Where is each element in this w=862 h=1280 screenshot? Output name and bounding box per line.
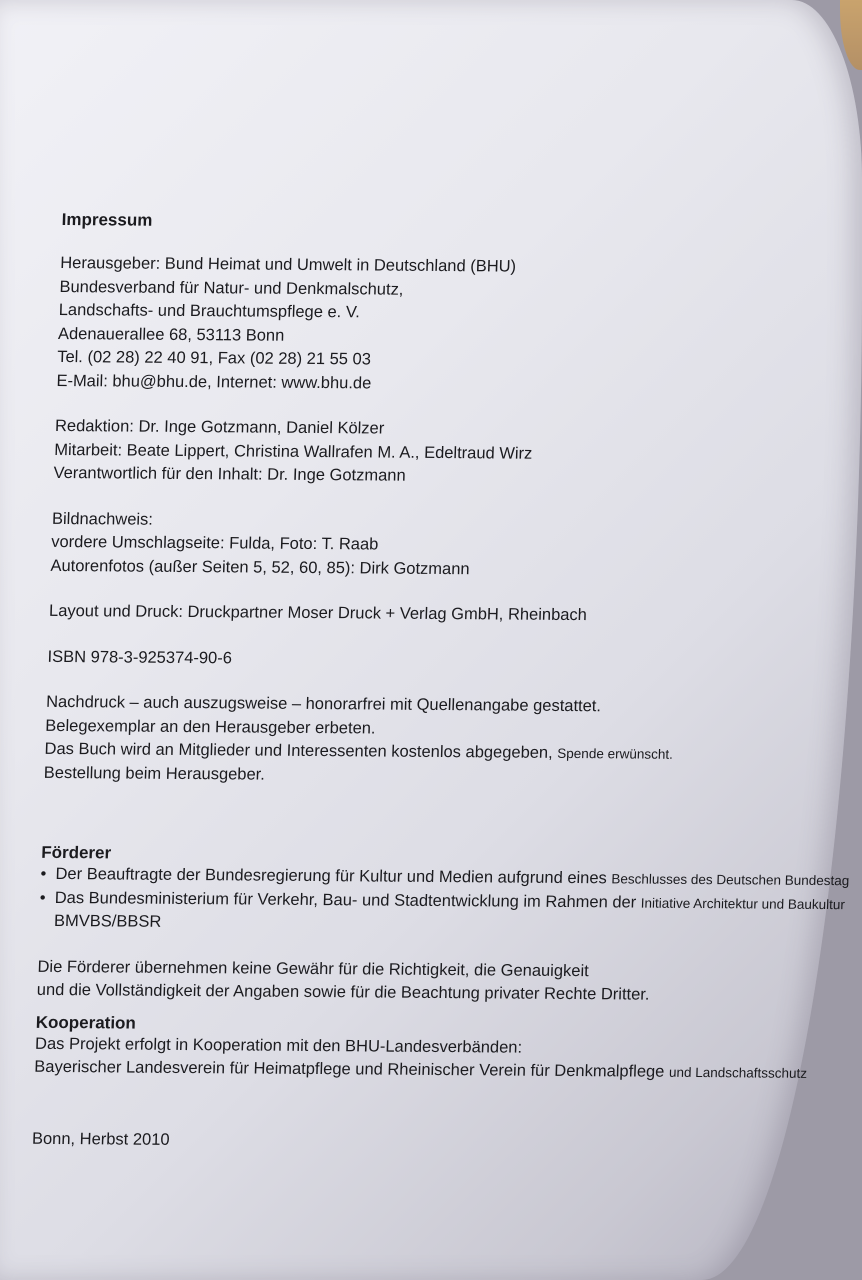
reprint-line: Belegexemplar an den Herausgeber erbeten.: [45, 716, 376, 737]
bullet-icon: •: [40, 864, 47, 883]
editorial-line: Redaktion: Dr. Inge Gotzmann, Daniel Kölzer: [54, 416, 385, 438]
editorial-line: Verantwortlich für den Inhalt: Dr. Inge Gotzmann: [53, 463, 406, 485]
foerderer-heading: Förderer: [40, 842, 112, 863]
disclaimer-line: Die Förderer übernehmen keine Gewähr für die Richtigkeit, die Genauigkeit: [37, 957, 590, 980]
disclaimer-block: [36, 955, 822, 1008]
page-content: [31, 210, 850, 1157]
foerderer-item-main: Das Bundesministerium für Verkehr, Bau- und Stadtentwicklung im Rahmen der: [54, 888, 637, 912]
foerderer-item-small: Beschlusses des Deutschen Bundestag: [611, 871, 850, 889]
publisher-phone-fax: Tel. (02 28) 22 40 91, Fax (02 28) 21 55 03: [56, 347, 372, 369]
photo-credit-line: vordere Umschlagseite: Fulda, Foto: T. Raab: [50, 532, 379, 554]
publisher-email-web: E-Mail: bhu@bhu.de, Internet: www.bhu.de: [56, 371, 372, 392]
reprint-line: Bestellung beim Herausgeber.: [43, 763, 266, 784]
reprint-line-main: Das Buch wird an Mitglieder und Interessenten kostenlos abgegeben,: [44, 739, 554, 762]
editorial-block: [53, 415, 840, 492]
bullet-icon: •: [39, 888, 46, 907]
impressum-heading: Impressum: [61, 210, 153, 230]
foerderer-item-small: Initiative Architektur und Baukultur: [640, 895, 846, 912]
publisher-block: [56, 252, 846, 399]
foerderer-item-continuation: BMVBS/BBSR: [53, 911, 162, 931]
kooperation-line: Das Projekt erfolgt in Kooperation mit den BHU-Landesverbänden:: [34, 1034, 523, 1057]
reprint-line: Nachdruck – auch auszugsweise – honorarfrei mit Quellenangabe gestattet.: [45, 692, 602, 716]
kooperation-line-main: Bayerischer Landesverein für Heimatpflege und Rheinischer Verein für Denkmalpflege: [34, 1057, 665, 1081]
photo-credit-line: Bildnachweis:: [51, 509, 154, 529]
publisher-address: Adenauerallee 68, 53113 Bonn: [57, 324, 285, 345]
photo-credit-line: Autorenfotos (außer Seiten 5, 52, 60, 85): Dirk Gotzmann: [50, 556, 470, 578]
publisher-line: Bundesverband für Natur- und Denkmalschutz,: [59, 277, 404, 299]
publisher-line: Landschafts- und Brauchtumspflege e. V.: [58, 300, 361, 322]
editorial-line: Mitarbeit: Beate Lippert, Christina Wallrafen M. A., Edeltraud Wirz: [53, 440, 533, 463]
foerderer-list: [39, 863, 850, 940]
kooperation-heading: Kooperation: [35, 1012, 137, 1033]
layout-print-line: Layout und Druck: Druckpartner Moser Druck + Verlag GmbH, Rheinbach: [48, 601, 588, 625]
disclaimer-line: und die Vollständigkeit der Angaben sowie für die Beachtung privater Rechte Dritter.: [36, 980, 650, 1004]
photo-credits-block: [50, 507, 837, 584]
reprint-line-small: Spende erwünscht.: [557, 745, 674, 762]
dateline: Bonn, Herbst 2010: [31, 1129, 170, 1149]
page-corner: [840, 0, 862, 70]
foerderer-item-main: Der Beauftragte der Bundesregierung für Kultur und Medien aufgrund eines: [55, 864, 608, 888]
publisher-line: Herausgeber: Bund Heimat und Umwelt in Deutschland (BHU): [59, 253, 517, 276]
isbn: ISBN 978-3-925374-90-6: [47, 647, 233, 667]
reprint-block: [43, 691, 831, 791]
kooperation-line-small: und Landschaftsschutz: [668, 1064, 808, 1081]
